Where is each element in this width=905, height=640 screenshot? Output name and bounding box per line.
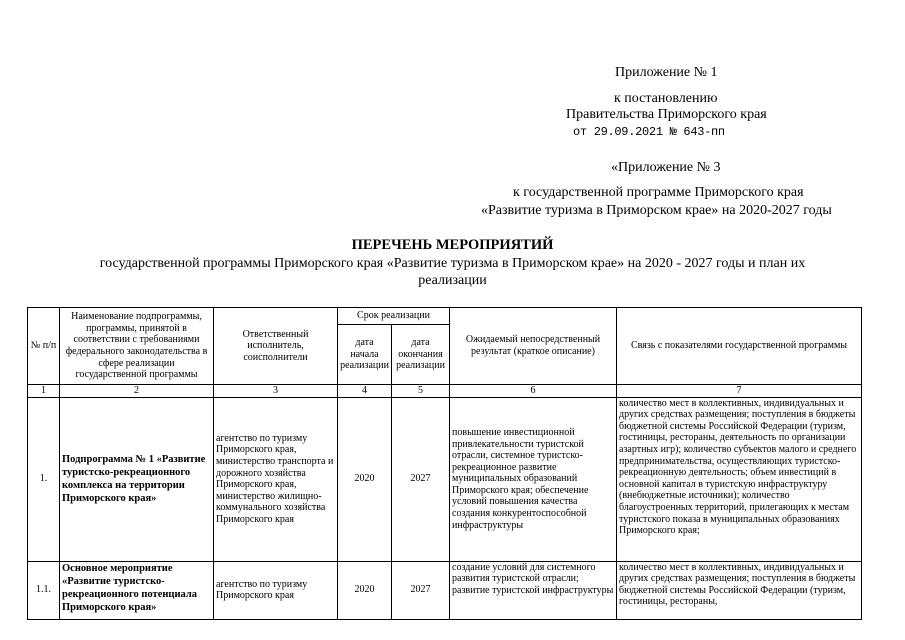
col-number: 2	[60, 385, 214, 398]
document-subtitle-line1: государственной программы Приморского края «Развитие туризма в Приморском крае» на 2020 - 2027 годы и план их	[99, 256, 806, 271]
row-link: количество мест в коллективных, индивидуальных и других средствах размещения; поступления в бюджеты бюджетной системы Российской Федерации (туризм, гостиницы, рестораны,	[617, 561, 862, 619]
header-start: дата начала реализации	[338, 325, 392, 385]
program-name: «Развитие туризма в Приморском крае» на 2020-2027 годы	[481, 203, 832, 218]
row-result: создание условий для системного развития туристской отрасли; развитие туристской инфраструктуры	[450, 561, 617, 619]
government-label: Правительства Приморского края	[566, 107, 767, 122]
col-number: 6	[450, 385, 617, 398]
header-num: № п/п	[28, 308, 60, 385]
column-numbers-row	[28, 385, 862, 398]
row-end: 2027	[392, 397, 450, 561]
table-row	[28, 561, 862, 619]
to-program-label: к государственной программе Приморского края	[513, 185, 804, 200]
col-number: 3	[214, 385, 338, 398]
row-result: повышение инвестиционной привлекательности туристской отрасли, системное туристско-рекреационное развитие муниципальных образований Приморского края; обеспечение условий повышения качества создания конкурентоспособной инфраструктуры	[450, 397, 617, 561]
header-result: Ожидаемый непосредственный результат (краткое описание)	[450, 308, 617, 385]
row-num: 1.	[28, 397, 60, 561]
measures-table	[27, 307, 862, 620]
row-name: Основное мероприятие «Развитие туристско-рекреационного потенциала Приморского края»	[60, 561, 214, 619]
row-executor: агентство по туризму Приморского края, министерство транспорта и дорожного хозяйства Приморского края, министерство жилищно-коммунального хозяйства Приморского края	[214, 397, 338, 561]
row-name: Подпрограмма № 1 «Развитие туристско-рекреационного комплекса на территории Приморского края»	[60, 397, 214, 561]
document-title: ПЕРЕЧЕНЬ МЕРОПРИЯТИЙ	[351, 237, 554, 253]
decree-date: от 29.09.2021 № 643-пп	[573, 125, 725, 139]
row-end: 2027	[392, 561, 450, 619]
document-subtitle-line2: реализации	[418, 273, 487, 288]
table-row	[28, 397, 862, 561]
header-period: Срок реализации	[338, 308, 450, 325]
row-num: 1.1.	[28, 561, 60, 619]
header-name: Наименование подпрограммы, программы, принятой в соответствии с требованиями федерального законодательства в сфере реализации государственной программы	[60, 308, 214, 385]
row-start: 2020	[338, 561, 392, 619]
header-end: дата окончания реализации	[392, 325, 450, 385]
row-link: количество мест в коллективных, индивидуальных и других средствах размещения; поступления в бюджеты бюджетной системы Российской Федерации (туризм, гостиницы, рестораны, деятельность по организации азартных игр); количество субъектов малого и среднего предпринимательства, осуществляющих туристско-рекреационную деятельность; объем инвестиций в основной капитал в туристскую инфраструктуру (внебюджетные источники); количество благоустроенных территорий, прилегающих к местам туристского показа в муниципальных образованиях Приморского края;	[617, 397, 862, 561]
to-decree-label: к постановлению	[614, 91, 718, 106]
appendix-3-label: «Приложение № 3	[611, 160, 721, 175]
row-executor: агентство по туризму Приморского края	[214, 561, 338, 619]
appendix-1-label: Приложение № 1	[615, 65, 718, 80]
row-start: 2020	[338, 397, 392, 561]
header-executor: Ответственный исполнитель, соисполнители	[214, 308, 338, 385]
col-number: 1	[28, 385, 60, 398]
col-number: 5	[392, 385, 450, 398]
col-number: 7	[617, 385, 862, 398]
col-number: 4	[338, 385, 392, 398]
header-link: Связь с показателями государственной программы	[617, 308, 862, 385]
